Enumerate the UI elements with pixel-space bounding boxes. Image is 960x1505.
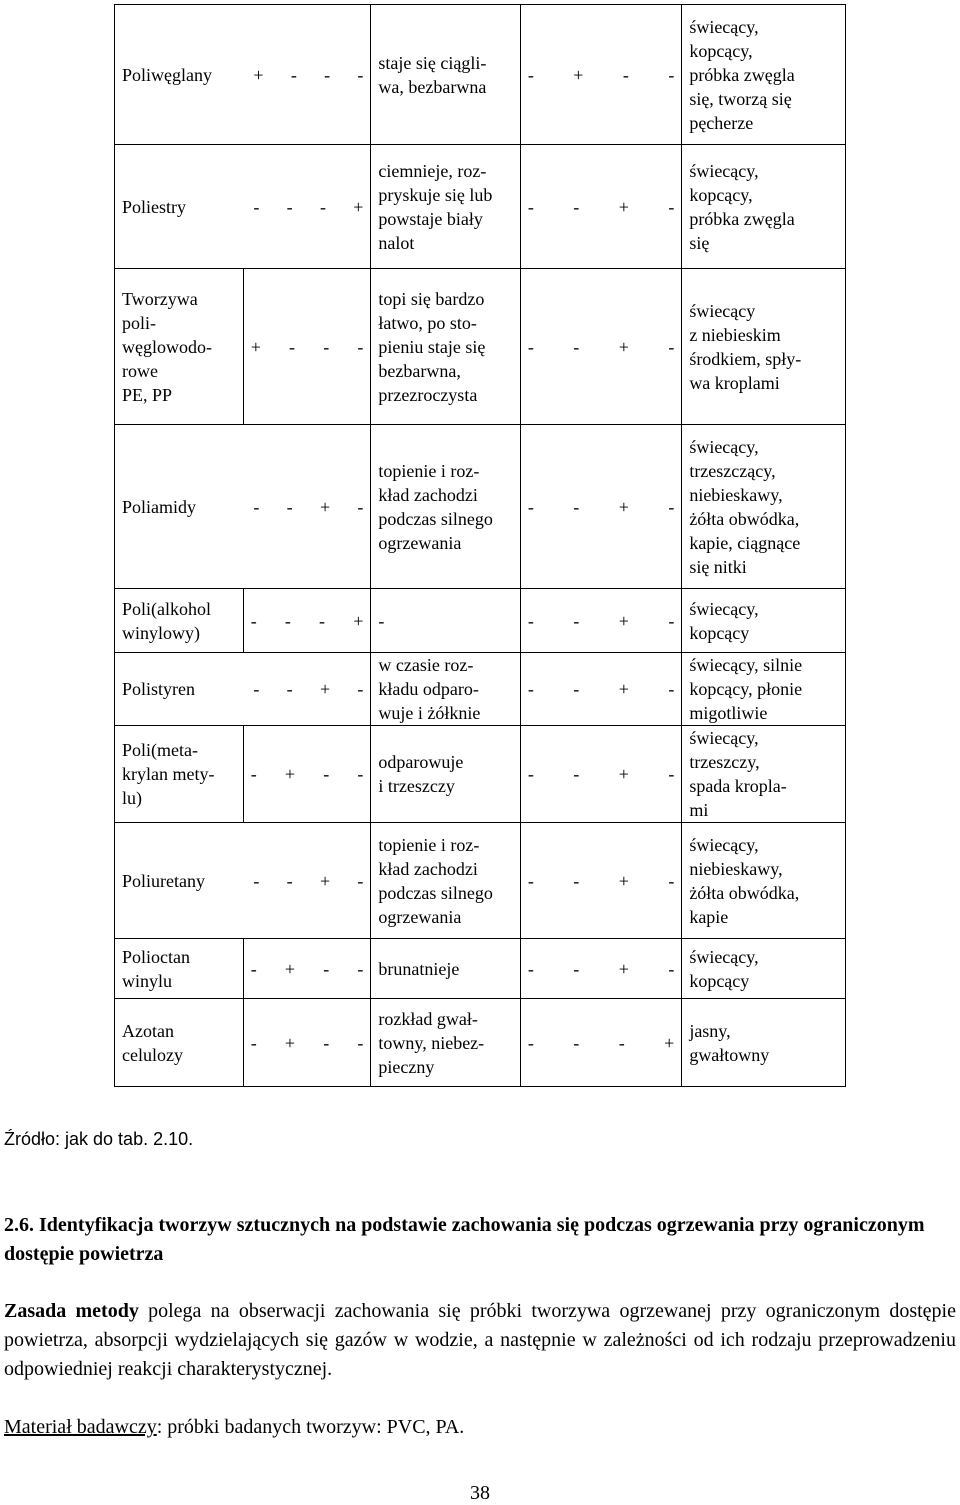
sign-mark: -	[668, 764, 675, 784]
sign-mark: -	[527, 64, 534, 85]
sign-mark: +	[319, 679, 331, 699]
table-row	[115, 823, 846, 939]
name-and-signs	[122, 677, 363, 701]
flame-cell	[682, 726, 846, 823]
material-name-cell	[115, 145, 371, 269]
sign-mark: -	[357, 764, 364, 784]
sign-mark: +	[353, 196, 364, 217]
sign-mark: -	[357, 958, 364, 979]
sign-mark: -	[357, 64, 364, 85]
sign-mark: -	[573, 1032, 580, 1053]
sign-mark: +	[618, 958, 629, 979]
behavior-cell	[371, 425, 520, 589]
sign-mark: +	[618, 764, 629, 784]
signs-cell	[243, 999, 371, 1087]
sign-mark: -	[253, 196, 260, 217]
sign-mark: -	[253, 496, 260, 517]
sign-mark: +	[664, 1032, 675, 1053]
sign-group	[251, 957, 364, 981]
behavior-cell	[371, 269, 520, 425]
signs-cell	[520, 999, 681, 1087]
sign-mark: -	[324, 64, 331, 85]
sign-mark: -	[357, 336, 364, 357]
flame-cell	[682, 653, 846, 726]
signs-cell	[520, 653, 681, 726]
table-row	[115, 999, 846, 1087]
sign-mark: -	[668, 496, 675, 517]
flame-cell	[682, 589, 846, 653]
sign-mark: -	[573, 610, 580, 631]
table-row	[115, 653, 846, 726]
table-row	[115, 726, 846, 823]
behavior-text: ciemnieje, roz- pryskuje się lub powstaje biały nalot	[378, 160, 493, 253]
material-name-cell	[115, 939, 244, 999]
sign-mark: -	[527, 336, 534, 357]
flame-text: świecący, niebieskawy, żółta obwódka, kapie	[689, 834, 800, 927]
sign-mark: -	[668, 196, 675, 217]
sign-mark: -	[319, 610, 326, 631]
sign-mark: -	[250, 764, 257, 784]
name-and-signs	[122, 495, 363, 519]
signs-cell	[520, 589, 681, 653]
sign-mark: -	[573, 679, 580, 699]
material-name: Poliwęglany	[122, 64, 212, 85]
method-bold-lead: Zasada metody	[4, 1300, 139, 1322]
flame-text: świecący z niebieskim środkiem, spły- wa kroplami	[689, 300, 802, 393]
material-name: Polistyren	[122, 679, 196, 699]
table-row	[115, 269, 846, 425]
table-body	[115, 5, 846, 1087]
sign-mark: +	[573, 64, 584, 85]
name-and-signs	[122, 195, 363, 219]
sign-mark: -	[527, 610, 534, 631]
flame-text: świecący, kopcący, próbka zwęgla się, tworzą się pęcherze	[689, 16, 795, 133]
behavior-text: -	[378, 610, 385, 631]
behavior-cell	[371, 726, 520, 823]
sign-group	[251, 1031, 364, 1055]
flame-text: świecący, kopcący	[689, 598, 759, 643]
material-name-cell	[115, 823, 371, 939]
sign-group	[253, 869, 363, 893]
signs-cell	[243, 726, 371, 823]
sign-mark: -	[668, 870, 675, 891]
sign-mark: -	[573, 764, 580, 784]
sign-mark: -	[284, 610, 291, 631]
signs-cell	[520, 5, 681, 145]
sign-group	[528, 335, 674, 359]
sign-group	[251, 335, 364, 359]
sign-mark: -	[622, 64, 629, 85]
table-row	[115, 425, 846, 589]
sign-mark: -	[357, 679, 364, 699]
sign-mark: +	[618, 679, 629, 699]
sign-group	[528, 677, 674, 701]
sign-group	[528, 63, 674, 87]
sign-mark: -	[527, 764, 534, 784]
table-row	[115, 5, 846, 145]
sign-mark: -	[668, 336, 675, 357]
flame-cell	[682, 939, 846, 999]
material-name: Poliuretany	[122, 870, 205, 891]
sign-mark: -	[323, 1032, 330, 1053]
behavior-cell	[371, 653, 520, 726]
material-name-cell	[115, 653, 371, 726]
signs-cell	[243, 269, 371, 425]
flame-text: świecący, trzeszczący, niebieskawy, żółta obwódka, kapie, ciągnące się nitki	[689, 436, 801, 577]
sign-mark: -	[527, 496, 534, 517]
method-paragraph	[4, 1297, 956, 1384]
identification-table	[114, 4, 846, 1087]
sign-mark: -	[357, 496, 364, 517]
sign-group	[251, 609, 364, 633]
name-and-signs	[122, 63, 363, 87]
sign-mark: -	[527, 870, 534, 891]
sign-mark: +	[618, 870, 629, 891]
sign-mark: -	[573, 958, 580, 979]
sign-mark: +	[253, 64, 264, 85]
sign-mark: -	[618, 1032, 625, 1053]
sign-mark: -	[253, 870, 260, 891]
behavior-cell	[371, 5, 520, 145]
sign-mark: -	[286, 870, 293, 891]
sign-mark: +	[618, 196, 629, 217]
sign-mark: -	[668, 958, 675, 979]
flame-text: świecący, silnie kopcący, płonie migotliwie	[689, 655, 803, 723]
behavior-text: w czasie roz- kładu odparo- wuje i żółknie	[378, 655, 481, 723]
sign-mark: -	[323, 336, 330, 357]
sign-mark: +	[284, 958, 296, 979]
sign-mark: -	[668, 679, 675, 699]
flame-cell	[682, 145, 846, 269]
sign-group	[251, 762, 364, 786]
behavior-cell	[371, 939, 520, 999]
sign-group	[528, 495, 674, 519]
material-name: Polioctan winylu	[122, 946, 190, 991]
sign-mark: -	[286, 196, 293, 217]
sign-mark: +	[284, 764, 296, 784]
sign-mark: +	[250, 336, 261, 357]
section-heading: 2.6. Identyfikacja tworzyw sztucznych na podstawie zachowania się podczas ogrzewania przy ograniczonym dostępie powietrza	[4, 1214, 925, 1265]
behavior-cell	[371, 823, 520, 939]
sign-mark: -	[290, 64, 297, 85]
sign-group	[528, 957, 674, 981]
sign-mark: +	[618, 496, 629, 517]
flame-cell	[682, 823, 846, 939]
sign-group	[528, 869, 674, 893]
signs-cell	[520, 145, 681, 269]
material-name: Azotan celulozy	[122, 1020, 183, 1065]
flame-cell	[682, 269, 846, 425]
sign-mark: -	[357, 870, 364, 891]
method-text: polega na obserwacji zachowania się próbki tworzywa ogrzewanej przy ograniczonym dostępie powietrza, absorpcji wydzielających się gazów w wodzie, a następnie w zależności od ich rodzaju przeprowadzeniu odpowiedniej reakcji charakterystycznej.	[4, 1300, 956, 1380]
sign-group	[253, 677, 363, 701]
sign-group	[253, 63, 363, 87]
sign-mark: +	[618, 610, 629, 631]
material-name: Poliamidy	[122, 496, 197, 517]
flame-cell	[682, 5, 846, 145]
signs-cell	[243, 589, 371, 653]
material-name-cell	[115, 589, 244, 653]
sign-mark: +	[353, 610, 364, 631]
material-label: Materiał badawczy	[4, 1416, 157, 1438]
sign-mark: -	[250, 610, 257, 631]
sign-mark: -	[573, 496, 580, 517]
signs-cell	[520, 425, 681, 589]
sign-group	[528, 609, 674, 633]
sign-mark: -	[668, 64, 675, 85]
behavior-text: brunatnieje	[378, 958, 460, 979]
sign-mark: -	[527, 958, 534, 979]
material-text: : próbki badanych tworzyw: PVC, PA.	[156, 1416, 465, 1438]
signs-cell	[520, 823, 681, 939]
page-number: 38	[470, 1482, 490, 1504]
sign-group	[253, 495, 363, 519]
material-name-cell	[115, 5, 371, 145]
sign-group	[528, 1031, 674, 1055]
sign-mark: -	[286, 679, 293, 699]
name-and-signs	[122, 869, 363, 893]
material-name: Poli(meta- krylan mety- lu)	[122, 740, 215, 808]
sign-group	[528, 195, 674, 219]
behavior-cell	[371, 589, 520, 653]
sign-mark: -	[286, 496, 293, 517]
sign-mark: -	[668, 610, 675, 631]
sign-mark: -	[253, 679, 260, 699]
signs-cell	[520, 269, 681, 425]
flame-text: świecący, trzeszczy, spada kropla- mi	[689, 728, 787, 820]
material-name-cell	[115, 999, 244, 1087]
behavior-cell	[371, 145, 520, 269]
behavior-cell	[371, 999, 520, 1087]
behavior-text: topienie i roz- kład zachodzi podczas silnego ogrzewania	[378, 834, 493, 927]
signs-cell	[520, 726, 681, 823]
sign-mark: -	[527, 679, 534, 699]
sign-mark: -	[323, 958, 330, 979]
flame-text: jasny, gwałtowny	[689, 1020, 770, 1065]
table-row	[115, 589, 846, 653]
sign-mark: -	[357, 1032, 364, 1053]
material-line	[4, 1413, 464, 1442]
material-name: Poliestry	[122, 196, 187, 217]
sign-mark: -	[250, 958, 257, 979]
material-name: Poli(alkohol winylowy)	[122, 598, 211, 643]
signs-cell	[243, 939, 371, 999]
sign-mark: -	[323, 764, 330, 784]
sign-mark: +	[319, 496, 331, 517]
sign-mark: -	[573, 196, 580, 217]
flame-cell	[682, 425, 846, 589]
table-row	[115, 939, 846, 999]
sign-mark: -	[250, 1032, 257, 1053]
sign-mark: -	[573, 870, 580, 891]
material-name-cell	[115, 269, 244, 425]
sign-group	[528, 762, 674, 786]
sign-mark: -	[289, 336, 296, 357]
sign-mark: -	[319, 196, 326, 217]
sign-mark: -	[573, 336, 580, 357]
material-name-cell	[115, 425, 371, 589]
sign-mark: +	[284, 1032, 296, 1053]
sign-mark: +	[319, 870, 331, 891]
table-row	[115, 145, 846, 269]
source-note: Źródło: jak do tab. 2.10.	[4, 1129, 194, 1149]
flame-text: świecący, kopcący	[689, 946, 759, 991]
behavior-text: topi się bardzo łatwo, po sto- pieniu staje się bezbarwna, przezroczysta	[378, 288, 486, 405]
material-name-cell	[115, 726, 244, 823]
behavior-text: odparowuje i trzeszczy	[378, 752, 464, 796]
material-name: Tworzywa poli- węglowodo- rowe PE, PP	[122, 288, 212, 405]
sign-mark: -	[527, 196, 534, 217]
sign-mark: -	[527, 1032, 534, 1053]
signs-cell	[520, 939, 681, 999]
behavior-text: staje się ciągli- wa, bezbarwna	[378, 52, 487, 97]
behavior-text: rozkład gwał- towny, niebez- pieczny	[378, 1008, 485, 1077]
flame-cell	[682, 999, 846, 1087]
behavior-text: topienie i roz- kład zachodzi podczas silnego ogrzewania	[378, 460, 493, 553]
flame-text: świecący, kopcący, próbka zwęgla się	[689, 160, 795, 253]
sign-group	[253, 195, 363, 219]
sign-mark: +	[618, 336, 629, 357]
